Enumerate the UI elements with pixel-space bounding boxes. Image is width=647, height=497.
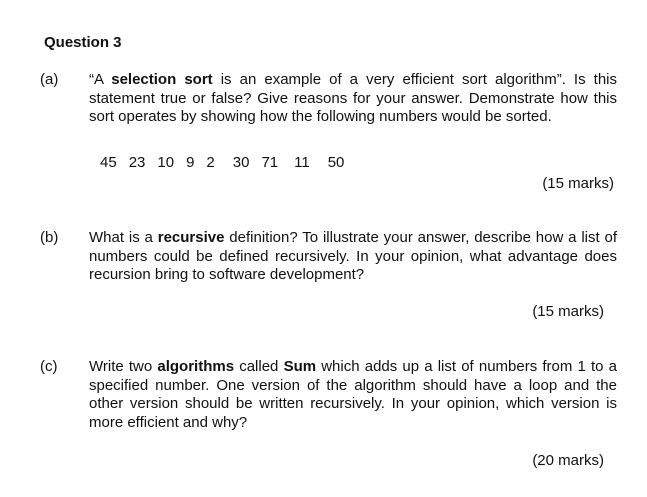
question-title: Question 3 <box>44 34 122 51</box>
part-c-text-1: Write two <box>89 358 158 375</box>
number-item: 30 <box>232 154 250 171</box>
number-item: 50 <box>327 154 345 171</box>
part-a-text-1: “A <box>89 71 112 88</box>
number-item: 2 <box>206 154 215 171</box>
part-a-text-2: is an example of a very efficient sort algorithm”. Is this statement true or false? Give reasons for your answer. Demonstrate how this sort operates by showing how the following numbers would be sorted. <box>89 71 617 125</box>
part-a-bold-term: selection sort <box>111 71 213 88</box>
part-b-text <box>89 229 617 285</box>
part-c-bold-term-2: Sum <box>283 358 317 375</box>
part-c-text-2: called <box>234 358 284 375</box>
number-item: 9 <box>186 154 195 171</box>
part-a-label: (a) <box>40 71 59 88</box>
part-c-text <box>89 358 617 432</box>
number-item: 11 <box>294 154 310 171</box>
part-a-text <box>89 71 617 127</box>
number-item: 10 <box>157 154 175 171</box>
part-c-marks: (20 marks) <box>532 452 604 469</box>
number-list <box>100 154 356 171</box>
part-b-bold-term: recursive <box>157 229 225 246</box>
number-item: 23 <box>128 154 146 171</box>
part-b-label: (b) <box>40 229 59 246</box>
part-b-marks: (15 marks) <box>532 303 604 320</box>
number-item: 71 <box>261 154 279 171</box>
part-a-marks: (15 marks) <box>542 175 614 192</box>
number-item: 45 <box>100 154 117 171</box>
part-c-text-3: which adds up a list of numbers from 1 to a specified number. One version of the algorithm should have a loop and the other version should be written recursively. In your opinion, which version is more efficient and why? <box>89 358 618 431</box>
part-b-text-2: definition? To illustrate your answer, describe how a list of numbers could be defined recursively. In your opinion, what advantage does recursion bring to software development? <box>89 229 618 283</box>
part-b-text-1: What is a <box>89 229 158 246</box>
part-c-bold-term-1: algorithms <box>157 358 235 375</box>
part-c-label: (c) <box>40 358 58 375</box>
